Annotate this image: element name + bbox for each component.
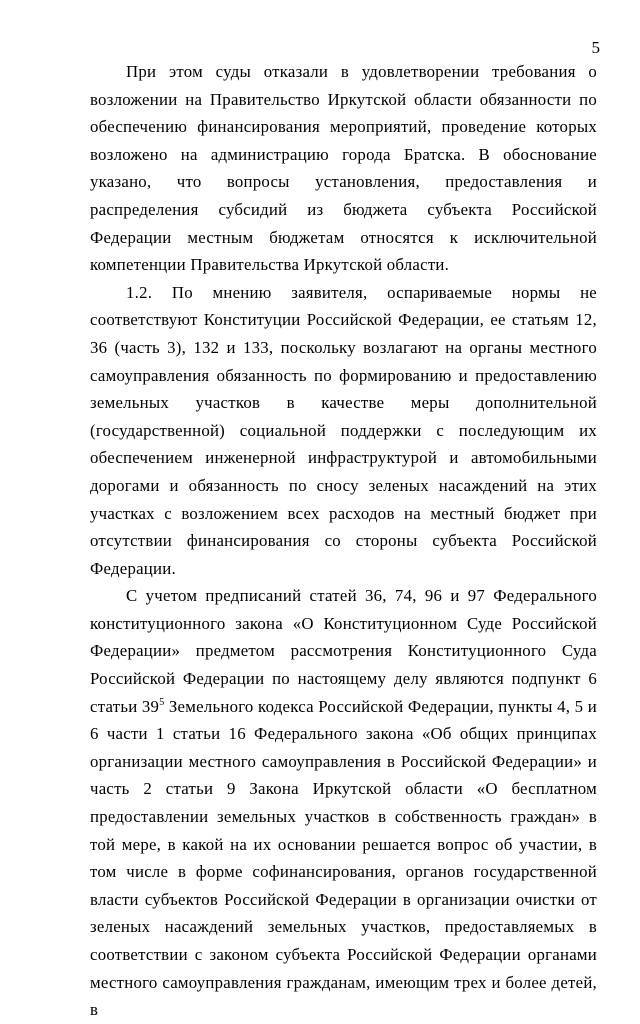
paragraph-subject-of-review [90, 582, 597, 1024]
page-number: 5 [591, 38, 600, 57]
paragraph-text-after-superscript: Земельного кодекса Российской Федерации, пункты 4, 5 и 6 части 1 статьи 16 Федерального закона «Об общих принципах организации местного самоуправления в Российской Федерации» и часть 2 статьи 9 Закона Иркутской области «О бесплатном предоставлении земельных участков в собственность граждан» в той мере, в какой на их основании решается вопрос об участии, в том числе в форме софинансирования, органов государственной власти субъектов Российской Федерации в организации очистки от зеленых насаждений земельных участков, предоставляемых в соответствии с законом субъекта Российской Федерации органами местного самоуправления гражданам, имеющим трех и более детей, в [90, 696, 597, 1020]
paragraph-applicant-position: 1.2. По мнению заявителя, оспариваемые нормы не соответствуют Конституции Российской Федерации, ее статьям 12, 36 (часть 3), 132 и 133, поскольку возлагают на органы местного самоуправления обязанность по формированию и предоставлению земельных участков в качестве меры дополнительной (государственной) социальной поддержки с последующим их обеспечением инженерной инфраструктурой и автомобильными дорогами и обязанность по сносу зеленых насаждений на этих участках с возложением всех расходов на местный бюджет при отсутствии финансирования со стороны субъекта Российской Федерации. [90, 282, 597, 578]
paragraph-court-refusal: При этом суды отказали в удовлетворении требования о возложении на Правительство Иркутской области обязанности по обеспечению финансирования мероприятий, проведение которых возложено на администрацию города Братска. В обоснование указано, что вопросы установления, предоставления и распределения субсидий из бюджета субъекта Российской Федерации местным бюджетам относятся к исключительной компетенции Правительства Иркутской области. [90, 62, 597, 275]
document-body [90, 58, 597, 1024]
paragraph-text-before-superscript: С учетом предписаний статей 36, 74, 96 и 97 Федерального конституционного закона «О Конституционном Суде Российской Федерации» предметом рассмотрения Конституционного Суда Российской Федерации по настоящему делу являются подпункт 6 статьи 39 [90, 586, 597, 716]
article-superscript: 5 [159, 696, 165, 708]
